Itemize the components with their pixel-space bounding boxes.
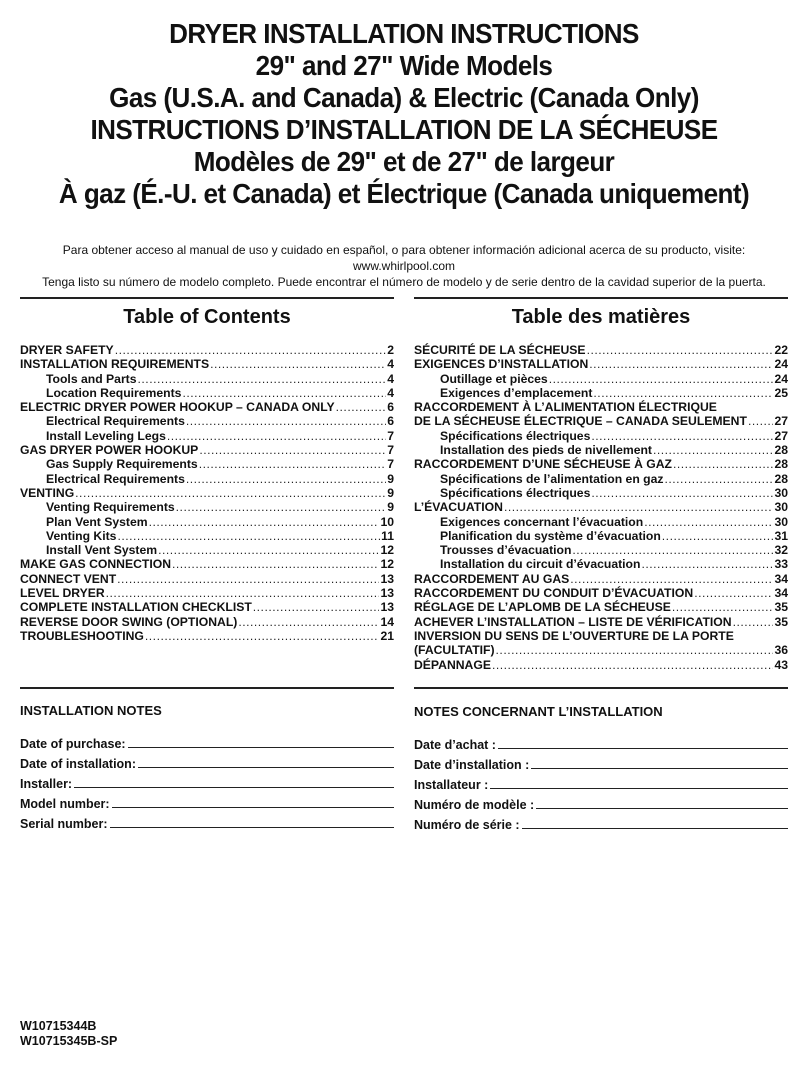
toc-entry[interactable] bbox=[20, 600, 394, 614]
toc-entry-page: 35 bbox=[774, 600, 788, 615]
title-line-6: À gaz (É.-U. et Canada) et Électrique (Canada uniquement) bbox=[58, 178, 750, 209]
notes-field-blank-line[interactable] bbox=[490, 787, 788, 789]
notes-field-label: Installer: bbox=[20, 777, 73, 791]
toc-entry-label: Exigences concernant l’évacuation bbox=[440, 514, 644, 529]
toc-entry[interactable] bbox=[20, 629, 394, 643]
toc-entry[interactable] bbox=[20, 557, 394, 571]
toc-entry-page: 21 bbox=[380, 628, 394, 643]
toc-dot-leader bbox=[167, 429, 386, 443]
toc-entry[interactable] bbox=[414, 586, 788, 600]
toc-dot-leader bbox=[665, 472, 774, 486]
notes-field-label: Date d’achat : bbox=[414, 738, 496, 752]
toc-entry-page: 7 bbox=[387, 428, 394, 443]
toc-entry-page: 27 bbox=[774, 428, 788, 443]
toc-entry-label: RACCORDEMENT À L’ALIMENTATION ÉLECTRIQUE bbox=[414, 400, 717, 415]
toc-entry-page: 13 bbox=[380, 600, 394, 615]
toc-entry-label: ELECTRIC DRYER POWER HOOKUP – CANADA ONLY bbox=[20, 400, 335, 415]
notes-field-blank-line[interactable] bbox=[138, 766, 394, 768]
notes-field bbox=[414, 772, 788, 792]
toc-entry-label: L’ÉVACUATION bbox=[414, 500, 503, 515]
toc-dot-leader bbox=[589, 357, 773, 371]
toc-entry[interactable] bbox=[414, 643, 788, 657]
document-title-block bbox=[0, 18, 808, 210]
toc-entry-page: 24 bbox=[774, 357, 788, 372]
toc-entry-label: Installation des pieds de nivellement bbox=[440, 443, 652, 458]
toc-entry[interactable] bbox=[20, 572, 394, 586]
toc-entry[interactable] bbox=[414, 543, 788, 557]
toc-dot-leader bbox=[336, 400, 387, 414]
notes-field bbox=[20, 771, 394, 791]
toc-entry-label: Trousses d’évacuation bbox=[440, 543, 572, 558]
toc-entry[interactable] bbox=[414, 357, 788, 371]
toc-entry[interactable] bbox=[20, 343, 394, 357]
notes-field-blank-line[interactable] bbox=[112, 806, 394, 808]
toc-dot-leader bbox=[186, 414, 386, 428]
notes-field bbox=[20, 791, 394, 811]
toc-entry[interactable] bbox=[414, 629, 788, 643]
toc-dot-leader bbox=[694, 586, 773, 600]
toc-entry-label: Spécifications électriques bbox=[440, 485, 591, 500]
toc-entry-label: REVERSE DOOR SWING (OPTIONAL) bbox=[20, 614, 238, 629]
toc-dot-leader bbox=[644, 515, 773, 529]
toc-entry-page: 7 bbox=[387, 457, 394, 472]
toc-entry[interactable] bbox=[414, 572, 788, 586]
toc-entry[interactable] bbox=[20, 457, 394, 471]
toc-entry-page: 4 bbox=[387, 371, 394, 386]
notes-heading: NOTES CONCERNANT L’INSTALLATION bbox=[414, 704, 663, 719]
notes-field-label: Installateur : bbox=[414, 778, 489, 792]
toc-entry-label: Spécifications de l’alimentation en gaz bbox=[440, 471, 664, 486]
toc-dot-leader bbox=[653, 443, 773, 457]
toc-entry-label: MAKE GAS CONNECTION bbox=[20, 557, 171, 572]
toc-entry-label: Gas Supply Requirements bbox=[46, 457, 198, 472]
title-line-3: Gas (U.S.A. and Canada) & Electric (Canada Only) bbox=[109, 82, 699, 113]
toc-top-rule bbox=[20, 297, 394, 299]
toc-entry-label: RACCORDEMENT DU CONDUIT D’ÉVACUATION bbox=[414, 586, 694, 601]
notes-field-label: Date d’installation : bbox=[414, 758, 530, 772]
toc-entry[interactable] bbox=[414, 486, 788, 500]
toc-entry[interactable] bbox=[414, 386, 788, 400]
toc-dot-leader bbox=[138, 372, 387, 386]
title-line-1: DRYER INSTALLATION INSTRUCTIONS bbox=[169, 18, 639, 49]
toc-entry-page: 43 bbox=[774, 657, 788, 672]
toc-entry[interactable] bbox=[414, 500, 788, 514]
toc-list bbox=[20, 343, 394, 643]
notes-divider-left bbox=[20, 687, 394, 689]
toc-entry[interactable] bbox=[20, 386, 394, 400]
toc-dot-leader bbox=[176, 500, 387, 514]
toc-entry-label: CONNECT VENT bbox=[20, 571, 117, 586]
toc-dot-leader bbox=[117, 572, 379, 586]
toc-dot-leader bbox=[199, 457, 387, 471]
notes-field bbox=[414, 812, 788, 832]
toc-dot-leader bbox=[570, 572, 773, 586]
intro-line-spanish-manual: Para obtener acceso al manual de uso y cuidado en español, o para obtener información adicional acerca de su producto, visite: bbox=[62, 243, 746, 257]
toc-entry[interactable] bbox=[20, 372, 394, 386]
toc-entry[interactable] bbox=[414, 557, 788, 571]
toc-entry[interactable] bbox=[414, 443, 788, 457]
toc-entry[interactable] bbox=[20, 500, 394, 514]
toc-entry[interactable] bbox=[414, 658, 788, 672]
toc-entry[interactable] bbox=[414, 400, 788, 414]
toc-entry[interactable] bbox=[414, 429, 788, 443]
toc-entry-label: SÉCURITÉ DE LA SÉCHEUSE bbox=[414, 343, 586, 357]
toc-entry[interactable] bbox=[20, 429, 394, 443]
toc-entry[interactable] bbox=[414, 457, 788, 471]
toc-entry-label: Installation du circuit d’évacuation bbox=[440, 557, 641, 572]
toc-entry[interactable] bbox=[20, 414, 394, 428]
toc-entry-page: 22 bbox=[774, 343, 788, 357]
toc-top-rule bbox=[414, 297, 788, 299]
toc-dot-leader bbox=[149, 515, 380, 529]
toc-dot-leader bbox=[145, 629, 380, 643]
toc-entry[interactable] bbox=[414, 600, 788, 614]
toc-entry-label: DÉPANNAGE bbox=[414, 657, 491, 672]
toc-entry-label: ACHEVER L’INSTALLATION – LISTE DE VÉRIFICATION bbox=[414, 614, 732, 629]
toc-dot-leader bbox=[504, 500, 774, 514]
toc-dot-leader bbox=[591, 486, 773, 500]
toc-entry[interactable] bbox=[20, 615, 394, 629]
notes-field-label: Date of purchase: bbox=[20, 737, 126, 751]
toc-entry-label: LEVEL DRYER bbox=[20, 586, 105, 601]
notes-heading: INSTALLATION NOTES bbox=[20, 703, 162, 718]
toc-entry-page: 30 bbox=[774, 514, 788, 529]
toc-entry-label: RACCORDEMENT AU GAS bbox=[414, 571, 570, 586]
toc-entry-page: 9 bbox=[387, 485, 394, 500]
toc-entry-page: 30 bbox=[774, 500, 788, 515]
toc-entry-page: 31 bbox=[774, 528, 788, 543]
toc-dot-leader bbox=[496, 643, 774, 657]
toc-entry-label: COMPLETE INSTALLATION CHECKLIST bbox=[20, 600, 252, 615]
toc-entry-label: GAS DRYER POWER HOOKUP bbox=[20, 443, 199, 458]
toc-list bbox=[414, 343, 788, 672]
toc-entry-page: 28 bbox=[774, 471, 788, 486]
toc-entry-page: 30 bbox=[774, 485, 788, 500]
toc-dot-leader bbox=[75, 486, 386, 500]
toc-entry-label: Electrical Requirements bbox=[46, 414, 185, 429]
toc-dot-leader bbox=[748, 414, 774, 428]
toc-entry-label: Spécifications électriques bbox=[440, 428, 591, 443]
toc-entry[interactable] bbox=[20, 529, 394, 543]
toc-entry-page: 35 bbox=[774, 614, 788, 629]
toc-entry[interactable] bbox=[20, 486, 394, 500]
toc-entry-label: Outillage et pièces bbox=[440, 371, 548, 386]
notes-field-blank-line[interactable] bbox=[536, 807, 788, 809]
toc-entry-page: 9 bbox=[387, 471, 394, 486]
notes-field-label: Date of installation: bbox=[20, 757, 136, 771]
toc-entry-page: 7 bbox=[387, 443, 394, 458]
toc-entry-page: 6 bbox=[387, 400, 394, 415]
toc-entry-label: Install Leveling Legs bbox=[46, 428, 166, 443]
document-part-numbers bbox=[20, 1019, 117, 1049]
toc-dot-leader bbox=[186, 472, 386, 486]
toc-entry-page: 36 bbox=[774, 643, 788, 658]
notes-field-blank-line[interactable] bbox=[498, 747, 788, 749]
toc-dot-leader bbox=[115, 343, 387, 357]
notes-field bbox=[20, 751, 394, 771]
notes-fields bbox=[414, 732, 788, 832]
toc-entry-page: 34 bbox=[774, 586, 788, 601]
toc-dot-leader bbox=[492, 658, 773, 672]
toc-entry[interactable] bbox=[20, 586, 394, 600]
toc-entry-label: (FACULTATIF) bbox=[414, 643, 495, 658]
notes-field-blank-line[interactable] bbox=[531, 767, 788, 769]
toc-dot-leader bbox=[238, 615, 379, 629]
toc-dot-leader bbox=[549, 372, 774, 386]
notes-field-label: Numéro de série : bbox=[414, 818, 520, 832]
toc-entry[interactable] bbox=[414, 343, 788, 357]
toc-english bbox=[20, 297, 394, 643]
notes-divider-right bbox=[414, 687, 788, 689]
toc-entry-page: 2 bbox=[387, 343, 394, 357]
toc-entry-page: 12 bbox=[380, 557, 394, 572]
title-line-2: 29" and 27" Wide Models bbox=[255, 50, 553, 81]
toc-dot-leader bbox=[672, 600, 774, 614]
intro-text bbox=[20, 242, 788, 290]
toc-entry-label: RACCORDEMENT D’UNE SÉCHEUSE À GAZ bbox=[414, 457, 672, 472]
toc-entry[interactable] bbox=[414, 414, 788, 428]
notes-field bbox=[414, 732, 788, 752]
toc-entry[interactable] bbox=[20, 543, 394, 557]
toc-dot-leader bbox=[253, 600, 380, 614]
toc-dot-leader bbox=[199, 443, 386, 457]
toc-entry-label: VENTING bbox=[20, 485, 75, 500]
notes-field bbox=[20, 731, 394, 751]
notes-field bbox=[414, 792, 788, 812]
installation-notes-english bbox=[20, 703, 394, 831]
part-number-secondary: W10715345B-SP bbox=[20, 1034, 118, 1048]
notes-field-blank-line[interactable] bbox=[110, 826, 394, 828]
toc-entry-label: INVERSION DU SENS DE L’OUVERTURE DE LA PORTE bbox=[414, 628, 734, 643]
installation-notes-french bbox=[414, 704, 788, 832]
toc-dot-leader bbox=[106, 586, 380, 600]
notes-field-blank-line[interactable] bbox=[128, 746, 394, 748]
title-line-5: Modèles de 29" et de 27" de largeur bbox=[193, 146, 615, 177]
toc-entry[interactable] bbox=[414, 372, 788, 386]
toc-entry-label: Venting Kits bbox=[46, 528, 117, 543]
toc-dot-leader bbox=[210, 357, 386, 371]
toc-entry[interactable] bbox=[20, 472, 394, 486]
toc-entry[interactable] bbox=[414, 515, 788, 529]
toc-entry-label: DRYER SAFETY bbox=[20, 343, 114, 357]
toc-dot-leader bbox=[172, 557, 379, 571]
toc-entry-label: RÉGLAGE DE L’APLOMB DE LA SÉCHEUSE bbox=[414, 600, 671, 615]
toc-entry-label: Plan Vent System bbox=[46, 514, 148, 529]
toc-entry-page: 12 bbox=[380, 543, 394, 558]
toc-entry-page: 32 bbox=[774, 543, 788, 558]
toc-entry-label: INSTALLATION REQUIREMENTS bbox=[20, 357, 210, 372]
toc-entry-label: Electrical Requirements bbox=[46, 471, 185, 486]
toc-entry-label: Planification du système d’évacuation bbox=[440, 528, 661, 543]
toc-dot-leader bbox=[587, 343, 774, 357]
toc-entry-page: 24 bbox=[774, 371, 788, 386]
toc-dot-leader bbox=[117, 529, 380, 543]
toc-heading: Table of Contents bbox=[123, 306, 291, 328]
toc-entry[interactable] bbox=[414, 615, 788, 629]
toc-entry-label: Tools and Parts bbox=[46, 371, 137, 386]
toc-entry-page: 4 bbox=[387, 385, 394, 400]
toc-entry[interactable] bbox=[20, 400, 394, 414]
toc-entry-label: Location Requirements bbox=[46, 385, 182, 400]
toc-dot-leader bbox=[733, 615, 774, 629]
toc-entry[interactable] bbox=[414, 529, 788, 543]
toc-dot-leader bbox=[641, 557, 773, 571]
toc-entry-page: 6 bbox=[387, 414, 394, 429]
toc-dot-leader bbox=[591, 429, 773, 443]
toc-dot-leader bbox=[662, 529, 774, 543]
toc-entry-page: 10 bbox=[380, 514, 394, 529]
toc-entry-label: TROUBLESHOOTING bbox=[20, 628, 144, 643]
part-number-primary: W10715344B bbox=[20, 1019, 97, 1033]
notes-field-label: Model number: bbox=[20, 797, 110, 811]
toc-dot-leader bbox=[593, 386, 773, 400]
notes-field-label: Serial number: bbox=[20, 817, 108, 831]
toc-entry-page: 14 bbox=[380, 614, 394, 629]
toc-dot-leader bbox=[158, 543, 379, 557]
toc-entry-page: 4 bbox=[387, 357, 394, 372]
notes-field-blank-line[interactable] bbox=[74, 786, 394, 788]
toc-dot-leader bbox=[572, 543, 773, 557]
website-link[interactable]: www.whirlpool.com bbox=[352, 259, 456, 273]
toc-entry-page: 9 bbox=[387, 500, 394, 515]
toc-french bbox=[414, 297, 788, 672]
toc-entry-page: 11 bbox=[381, 528, 394, 543]
notes-field bbox=[20, 811, 394, 831]
toc-entry-page: 25 bbox=[774, 385, 788, 400]
toc-entry-page: 27 bbox=[774, 414, 788, 429]
toc-entry-label: Venting Requirements bbox=[46, 500, 175, 515]
toc-entry[interactable] bbox=[414, 472, 788, 486]
toc-entry-label: EXIGENCES D’INSTALLATION bbox=[414, 357, 589, 372]
toc-entry-label: Exigences d’emplacement bbox=[440, 385, 593, 400]
toc-entry[interactable] bbox=[20, 515, 394, 529]
toc-heading: Table des matières bbox=[511, 306, 691, 328]
notes-field-blank-line[interactable] bbox=[522, 827, 788, 829]
title-line-4: INSTRUCTIONS D’INSTALLATION DE LA SÉCHEUSE bbox=[90, 114, 718, 145]
toc-entry-page: 13 bbox=[380, 586, 394, 601]
toc-dot-leader bbox=[182, 386, 386, 400]
toc-entry-label: DE LA SÉCHEUSE ÉLECTRIQUE – CANADA SEULEMENT bbox=[414, 414, 747, 429]
notes-field bbox=[414, 752, 788, 772]
notes-fields bbox=[20, 731, 394, 831]
toc-entry-page: 13 bbox=[380, 571, 394, 586]
toc-dot-leader bbox=[673, 457, 773, 471]
toc-entry-page: 28 bbox=[774, 443, 788, 458]
toc-entry-page: 33 bbox=[774, 557, 788, 572]
intro-line-model-number: Tenga listo su número de modelo completo. Puede encontrar el número de modelo y de serie dentro de la cavidad superior de la puerta. bbox=[42, 275, 766, 289]
toc-entry-page: 28 bbox=[774, 457, 788, 472]
notes-field-label: Numéro de modèle : bbox=[414, 798, 535, 812]
toc-entry[interactable] bbox=[20, 357, 394, 371]
toc-entry-label: Install Vent System bbox=[46, 543, 158, 558]
toc-entry-page: 34 bbox=[774, 571, 788, 586]
toc-entry[interactable] bbox=[20, 443, 394, 457]
